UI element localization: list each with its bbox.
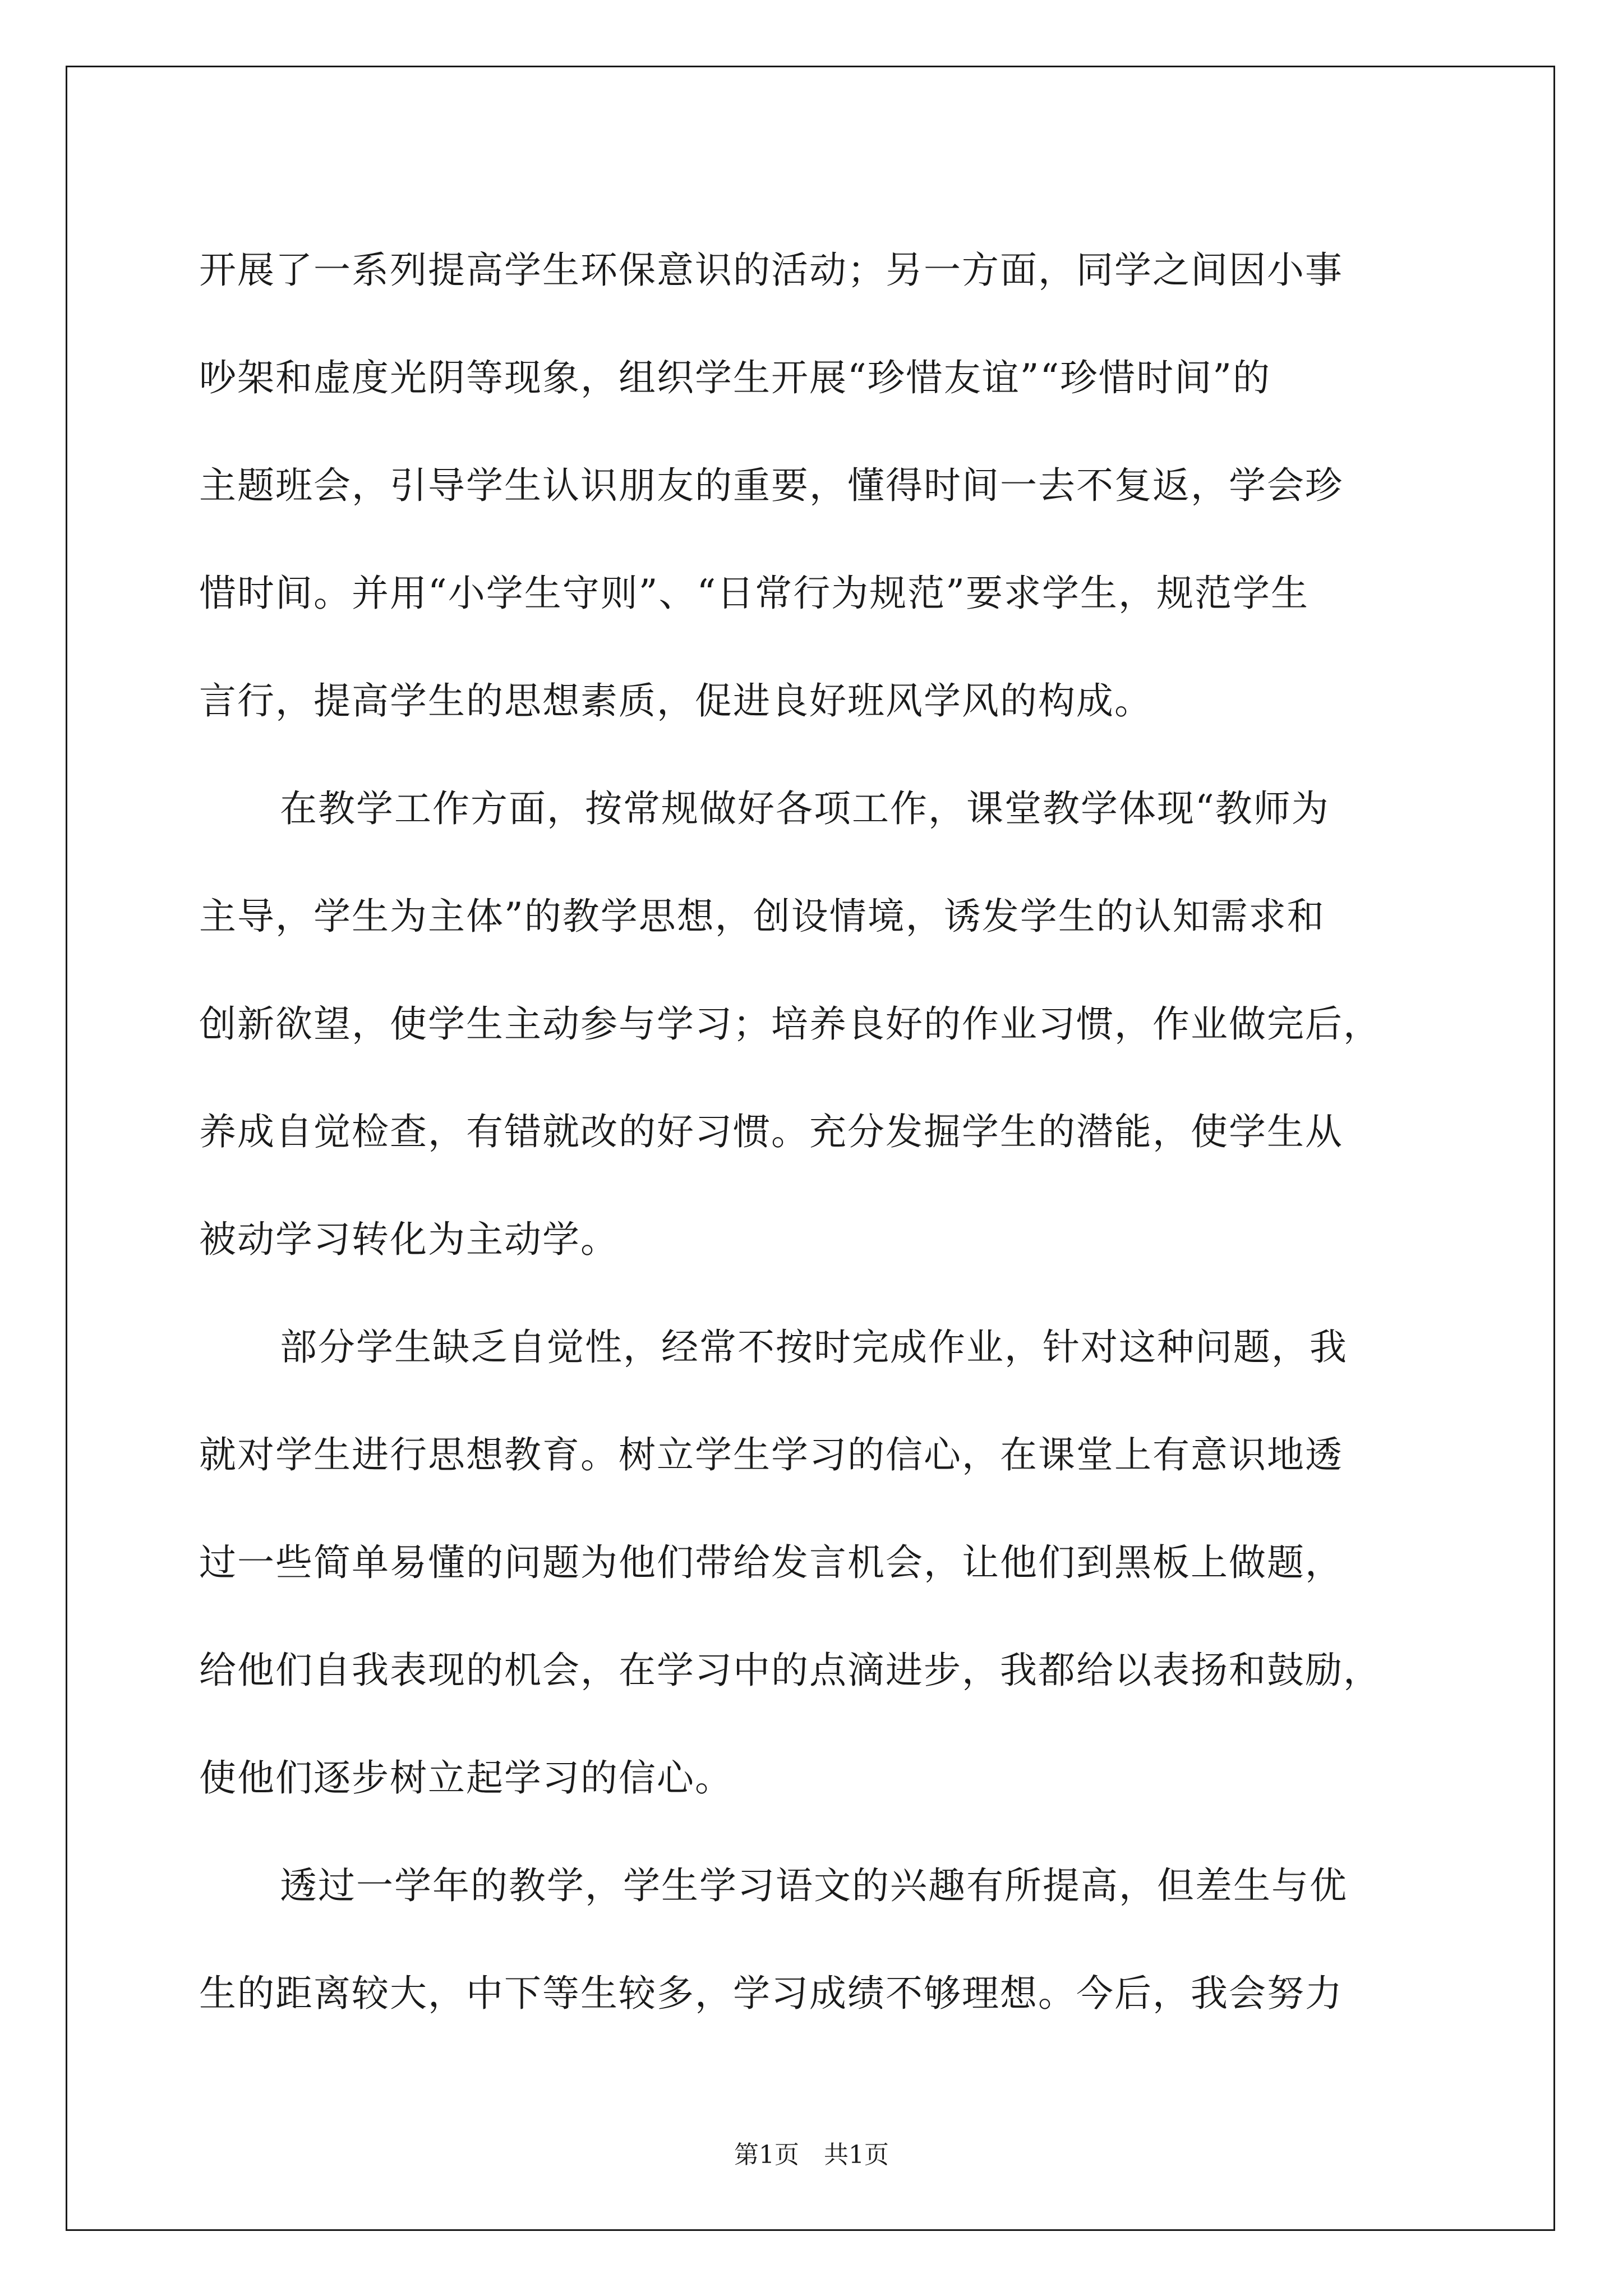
text-line: 创新欲望，使学生主动参与学习；培养良好的作业习惯，作业做完后，: [199, 1002, 1381, 1046]
text-line: 开展了一系列提高学生环保意识的活动；另一方面，同学之间因小事: [199, 249, 1343, 292]
text-line: 在教学工作方面，按常规做好各项工作，课堂教学体现“教师为: [280, 787, 1330, 830]
text-line: 过一些简单易懂的问题为他们带给发言机会，让他们到黑板上做题，: [199, 1541, 1343, 1584]
document-body: [199, 217, 1433, 2047]
text-line: 主题班会，引导学生认识朋友的重要，懂得时间一去不复返，学会珍: [199, 464, 1343, 507]
text-line: 被动学习转化为主动学。: [199, 1218, 619, 1261]
text-line: 主导，学生为主体”的教学思想，创设情境，诱发学生的认知需求和: [199, 895, 1325, 938]
text-line: 生的距离较大，中下等生较多，学习成绩不够理想。今后，我会努力: [199, 1972, 1343, 2015]
text-line: 言行，提高学生的思想素质，促进良好班风学风的构成。: [199, 679, 1152, 723]
page-footer: 第1页 共1页: [734, 2141, 889, 2169]
text-line: 就对学生进行思想教育。树立学生学习的信心，在课堂上有意识地透: [199, 1433, 1343, 1476]
text-line: 养成自觉检查，有错就改的好习惯。充分发掘学生的潜能，使学生从: [199, 1110, 1343, 1153]
text-line: 给他们自我表现的机会，在学习中的点滴进步，我都给以表扬和鼓励，: [199, 1649, 1381, 1692]
text-line: 惜时间。并用“小学生守则”、“日常行为规范”要求学生，规范学生: [199, 572, 1309, 615]
text-line: 部分学生缺乏自觉性，经常不按时完成作业，针对这种问题，我: [280, 1326, 1348, 1369]
text-line: 使他们逐步树立起学习的信心。: [199, 1756, 733, 1800]
text-line: 吵架和虚度光阴等现象，组织学生开展“珍惜友谊”“珍惜时间”的: [199, 356, 1271, 399]
text-line: 透过一学年的教学，学生学习语文的兴趣有所提高，但差生与优: [280, 1864, 1348, 1907]
